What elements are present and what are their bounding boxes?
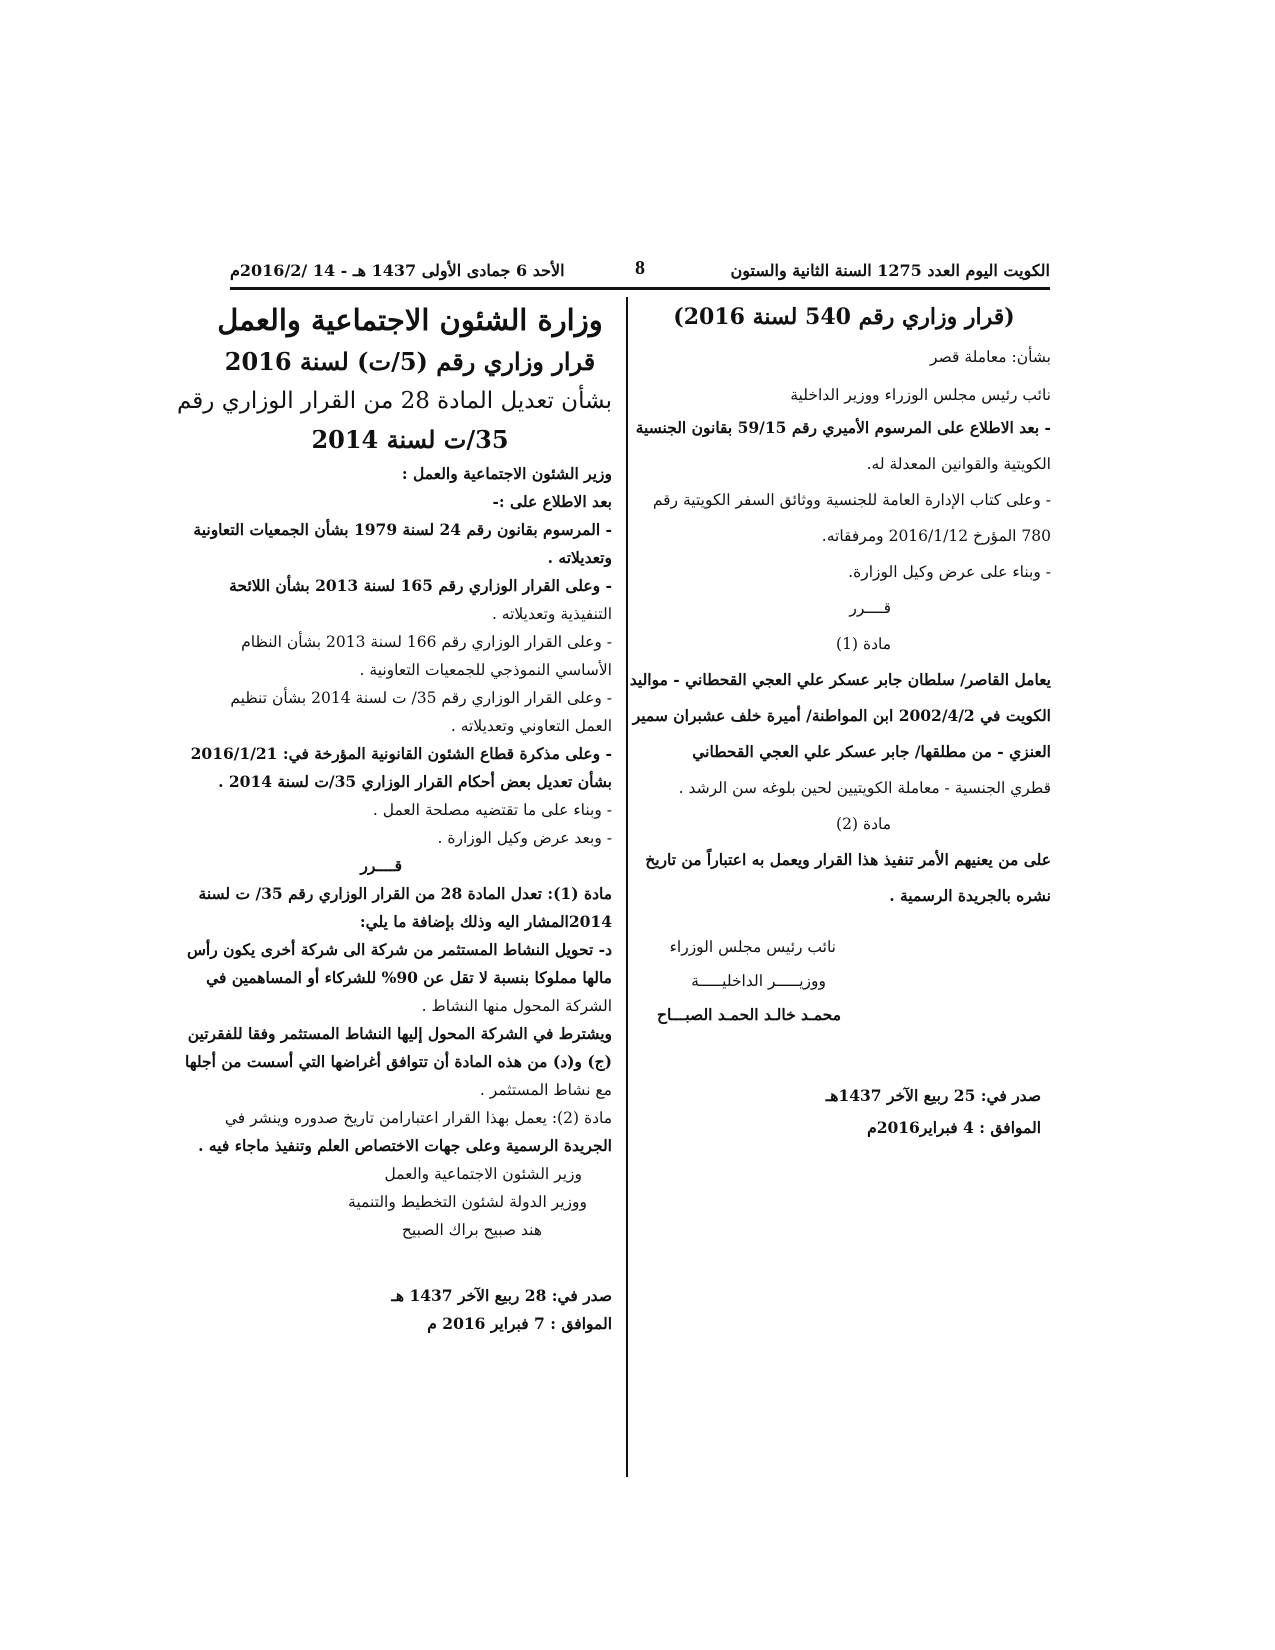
text-line: 2014المشار اليه وذلك بإضافة ما يلي: (359, 912, 612, 931)
page-header (230, 253, 1050, 283)
text-line: الكويت في 2002/4/2 ابن المواطنة/ أميرة خلف عشبران سمير (632, 706, 1051, 725)
ministry-title: وزارة الشئون الاجتماعية والعمل (217, 303, 603, 337)
text-line: العمل التعاوني وتعديلاته . (450, 717, 612, 735)
signatory-name: هند صبيح براك الصبيح (401, 1221, 542, 1239)
column-divider (626, 297, 628, 1477)
text-line: مادة (2): يعمل بهذا القرار اعتبارامن تاريخ صدوره وينشر في (224, 1109, 612, 1127)
header-rule (230, 287, 1050, 290)
signatory-name: محمـد خالـد الحمـد الصبـــاح (656, 1005, 841, 1024)
text-line: الشركة المحول منها النشاط . (421, 997, 612, 1015)
signatory-title: ووزير الدولة لشئون التخطيط والتنمية (348, 1193, 587, 1211)
text-line: بشأن تعديل بعض أحكام القرار الوزاري 35/ت لسنة 2014 . (218, 772, 612, 791)
text-line: قطري الجنسية - معاملة الكويتيين لحين بلوغه سن الرشد . (678, 779, 1051, 797)
page-number: 8 (635, 257, 645, 279)
text-line: يعامل القاصر/ سلطان جابر عسكر علي العجي القحطاني - مواليد (629, 670, 1051, 689)
header-issue-info: الكويت اليوم العدد 1275 السنة الثانية والستون (730, 261, 1050, 280)
header-date: الأحد 6 جمادى الأولى 1437 هـ - 14 /2016/2م (230, 261, 565, 280)
decision-title: قرار وزاري رقم (5/ت) لسنة 2016 (224, 347, 596, 376)
text-line: مادة (1): تعدل المادة 28 من القرار الوزاري رقم 35/ ت لسنة (198, 884, 612, 903)
right-column (629, 298, 1051, 1144)
issued-date: صدر في: 28 ربيع الآخر 1437 هـ (391, 1286, 612, 1305)
text-line: د- تحويل النشاط المستثمر من شركة الى شركة أخرى يكون رأس (186, 940, 612, 959)
text-line: 780 المؤرخ 2016/1/12 ومرفقاته. (821, 527, 1051, 545)
text-line: (ج) و(د) من هذه المادة أن تتوافق أغراضها التي أسست من أجلها (185, 1052, 612, 1071)
text-line: - وعلى كتاب الإدارة العامة للجنسية ووثائق السفر الكويتية رقم (652, 491, 1051, 509)
text-line: الكويتية والقوانين المعدلة له. (866, 455, 1051, 473)
text-line: بعد الاطلاع على :- (492, 492, 612, 511)
text-line: - وعلى القرار الوزاري رقم 166 لسنة 2013 بشأن النظام (241, 633, 612, 651)
text-line: - بعد الاطلاع على المرسوم الأميري رقم 59/15 بقانون الجنسية (635, 418, 1051, 437)
article-2-heading: مادة (2) (836, 815, 891, 833)
issued-date: صدر في: 25 ربيع الآخر 1437هـ (825, 1086, 1041, 1105)
text-line: - وبناء على ما تقتضيه مصلحة العمل . (372, 801, 612, 819)
subject-line: بشأن تعديل المادة 28 من القرار الوزاري رقم (176, 388, 612, 414)
decision-540-title: (قرار وزاري رقم 540 لسنة 2016) (673, 304, 1015, 330)
corresponding-date: الموافق : 7 فبراير 2016 م (427, 1314, 612, 1333)
decided-heading: قــــرر (360, 856, 402, 875)
text-line: بشأن: معاملة قصر (930, 348, 1051, 366)
text-line: العنزي - من مطلقها/ جابر عسكر علي العجي القحطاني (692, 742, 1051, 761)
corresponding-date: الموافق : 4 فبراير2016م (867, 1118, 1041, 1137)
subject-line: 35/ت لسنة 2014 (311, 425, 509, 454)
text-line: - المرسوم بقانون رقم 24 لسنة 1979 بشأن الجمعيات التعاونية (193, 520, 612, 539)
text-line: مع نشاط المستثمر . (479, 1081, 612, 1099)
text-line: - وبعد عرض وكيل الوزارة . (437, 829, 612, 847)
left-column (176, 298, 612, 1338)
text-line: الجريدة الرسمية وعلى جهات الاختصاص العلم وتنفيذ ماجاء فيه . (198, 1136, 612, 1155)
text-line: - وعلى القرار الوزاري رقم 165 لسنة 2013 بشأن اللائحة (229, 576, 612, 595)
text-line: التنفيذية وتعديلاته . (491, 605, 612, 623)
text-line: الأساسي النموذجي للجمعيات التعاونية . (359, 661, 612, 679)
text-line: وزير الشئون الاجتماعية والعمل : (401, 464, 612, 483)
text-line: - وبناء على عرض وكيل الوزارة. (848, 563, 1051, 581)
text-line: نائب رئيس مجلس الوزراء ووزير الداخلية (790, 386, 1051, 404)
text-line: نشره بالجريدة الرسمية . (889, 886, 1051, 905)
text-line: - وعلى القرار الوزاري رقم 35/ ت لسنة 2014 بشأن تنظيم (230, 689, 612, 707)
article-1-heading: مادة (1) (836, 635, 891, 653)
decided-heading: قــــرر (849, 599, 891, 617)
signatory-title: نائب رئيس مجلس الوزراء (669, 938, 836, 956)
signatory-title: ووزيـــــر الداخليـــــة (691, 972, 826, 990)
text-line: - وعلى مذكرة قطاع الشئون القانونية المؤرخة في: 2016/1/21 (190, 744, 612, 763)
text-line: مالها مملوكا بنسبة لا تقل عن 90% للشركاء أو المساهمين في (206, 968, 612, 987)
text-line: وتعديلاته . (547, 548, 612, 567)
signatory-title: وزير الشئون الاجتماعية والعمل (384, 1165, 582, 1183)
text-line: على من يعنيهم الأمر تنفيذ هذا القرار ويعمل به اعتباراً من تاريخ (645, 850, 1051, 869)
text-line: ويشترط في الشركة المحول إليها النشاط المستثمر وفقا للفقرتين (187, 1024, 612, 1043)
